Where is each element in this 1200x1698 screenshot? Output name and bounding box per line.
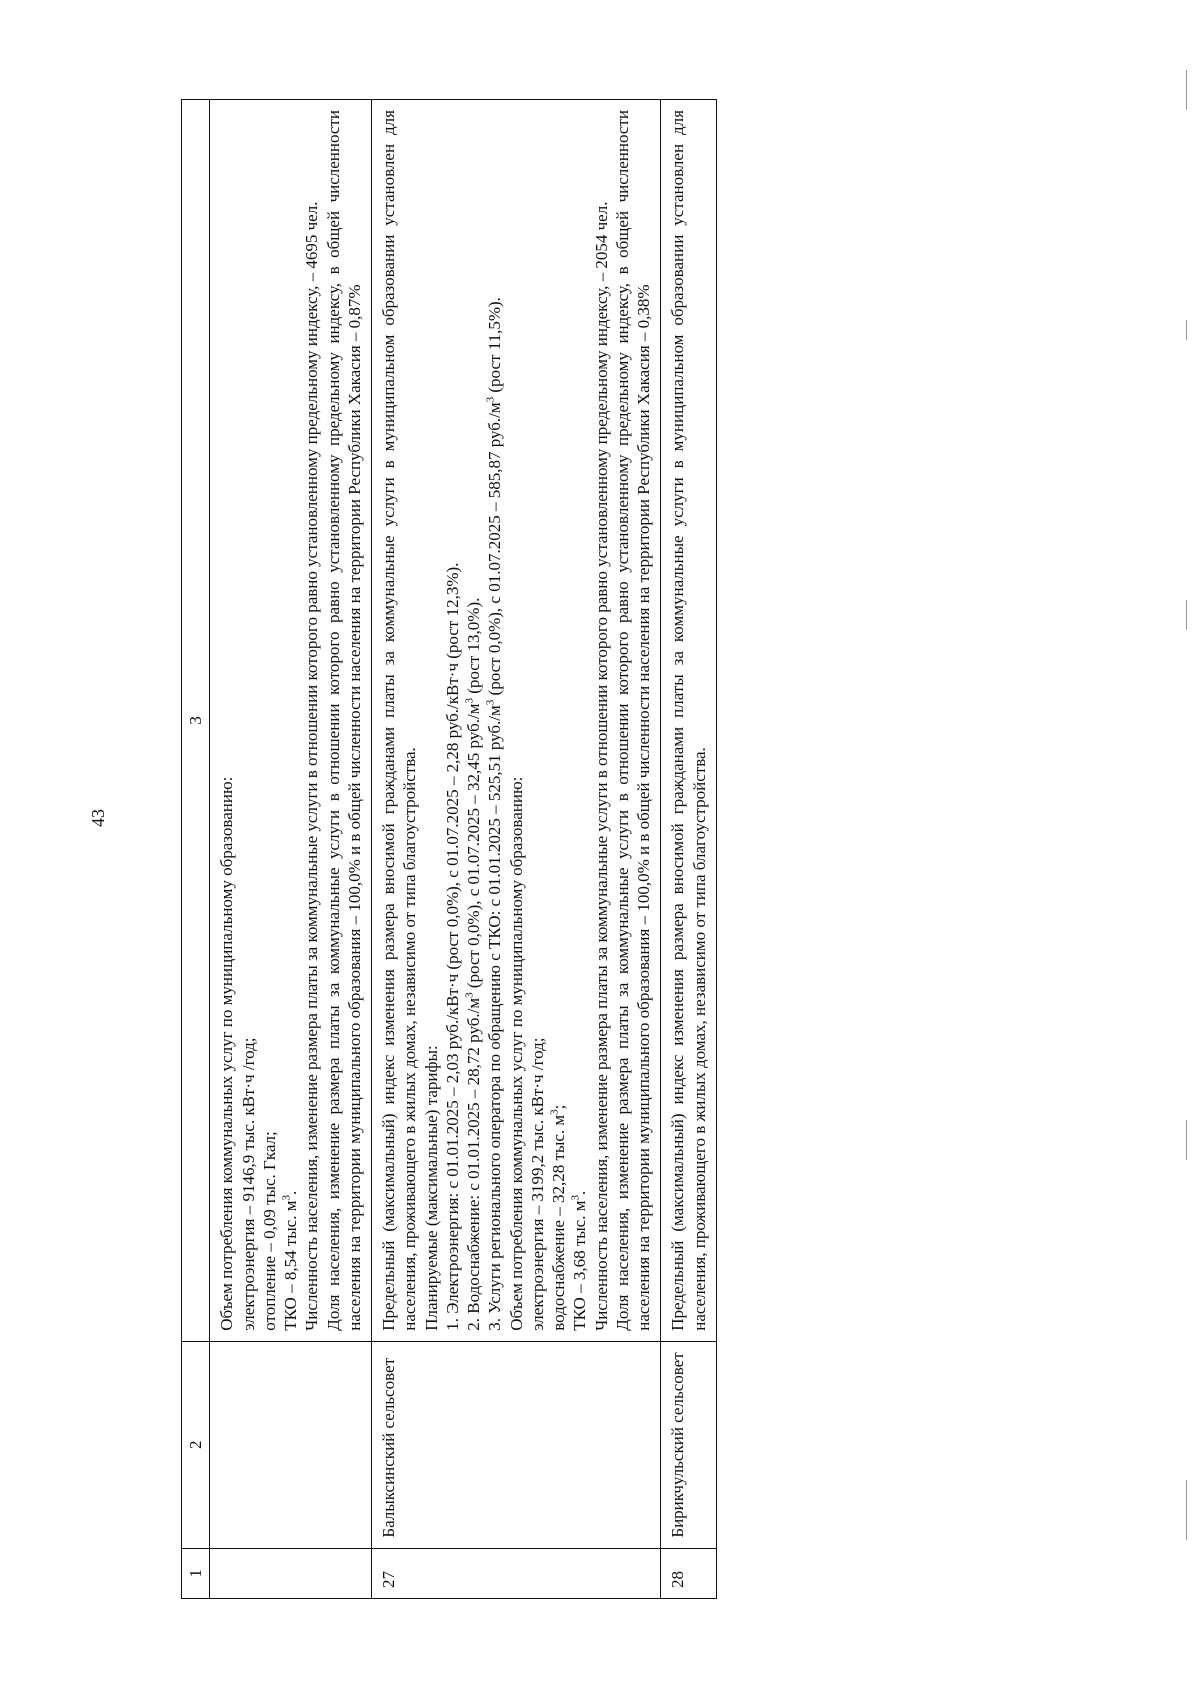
paragraph <box>280 110 301 1331</box>
paragraph: Численность населения, изменение размера платы за коммунальные услуги в отношении которого равно установленному предельному индексу, – 4695 чел. <box>302 201 322 1331</box>
paragraph: 1. Электроэнергия: с 01.01.2025 – 2,03 руб./кВт·ч (рост 0,0%), с 01.07.2025 – 2,28 руб./кВт·ч (рост 12,3%). <box>442 562 462 1331</box>
paragraph: Планируемые (максимальные) тарифы: <box>421 1045 441 1331</box>
paragraph-text: ТКО – 3,68 тыс. м <box>570 1200 590 1331</box>
table-row <box>661 100 717 1599</box>
data-table <box>181 99 717 1599</box>
superscript: 3 <box>280 1195 293 1201</box>
paragraph <box>484 110 505 1331</box>
header-col-1: 1 <box>182 1548 210 1598</box>
row-description <box>661 100 717 1342</box>
paragraph-text: (рост 0,0%), с 01.07.2025 – 32,45 руб./м <box>464 703 483 993</box>
table-row <box>210 100 372 1599</box>
paragraph <box>569 110 590 1331</box>
header-col-2: 2 <box>182 1341 210 1548</box>
municipality-name: Балыксинский сельсовет <box>372 1341 661 1548</box>
row-number: 28 <box>661 1548 717 1598</box>
row-description <box>210 100 372 1342</box>
superscript: 3 <box>484 396 497 403</box>
table-row <box>372 100 661 1599</box>
paragraph: Доля населения, изменение размера платы за коммунальные услуги в отношении которого равно установленному предельному индексу, в общей численности населения на территории муниципального образования – 100,0% и в общей численности населения на территории Республики Хакасия – 0,38% <box>612 110 653 1331</box>
punct: . <box>570 1190 590 1196</box>
paragraph-text: (рост 13,0%). <box>464 597 483 699</box>
punct: ; <box>549 1104 568 1110</box>
row-description <box>372 100 661 1342</box>
paragraph: электроэнергия – 3199,2 тыс. кВт·ч /год; <box>527 1037 547 1331</box>
paragraph-text: (рост 11,5%). <box>485 297 505 397</box>
superscript: 3 <box>569 1195 582 1201</box>
paragraph-text: ТКО – 8,54 тыс. м <box>281 1200 300 1331</box>
scan-mark <box>1186 1120 1187 1160</box>
paragraph-text: водоснабжение – 32,28 тыс. м <box>549 1114 568 1331</box>
header-col-3: 3 <box>182 100 210 1342</box>
paragraph: Численность населения, изменение размера платы за коммунальные услуги в отношении которого равно установленному предельному индексу, – 2054 чел. <box>591 201 611 1331</box>
row-number: 27 <box>372 1548 661 1598</box>
table-header-row <box>182 100 210 1599</box>
paragraph-text: 3. Услуги регионального оператора по обращению с ТКО: с 01.01.2025 – 525,51 руб./м <box>485 705 505 1331</box>
superscript: 3 <box>548 1109 561 1115</box>
page-number: 43 <box>88 809 108 827</box>
paragraph: Предельный (максимальный) индекс изменения размера вносимой гражданами платы за коммунальные услуги в муниципальном образовании установлен для населения, проживающего в жилых домах, независимо от типа благоустройства. <box>668 110 709 1331</box>
rotated-page-content <box>181 99 1081 1599</box>
scan-mark <box>1186 70 1187 110</box>
municipality-name <box>210 1341 372 1548</box>
paragraph: Объем потребления коммунальных услуг по муниципальному образованию: <box>506 776 526 1331</box>
scan-mark <box>1186 1480 1187 1540</box>
paragraph: Предельный (максимальный) индекс изменения размера вносимой гражданами платы за коммунальные услуги в муниципальном образовании установлен для населения, проживающего в жилых домах, независимо от типа благоустройства. <box>379 110 420 1331</box>
paragraph: отопление – 0,09 тыс. Гкал; <box>259 1131 279 1331</box>
municipality-name: Бирикчульский сельсовет <box>661 1341 717 1548</box>
paragraph: электроэнергия – 9146,9 тыс. кВт·ч /год; <box>238 1037 258 1331</box>
scan-margin-marks <box>1186 60 1192 1660</box>
row-number <box>210 1548 372 1598</box>
paragraph <box>548 110 569 1331</box>
scan-mark <box>1186 320 1187 340</box>
paragraph: Объем потребления коммунальных услуг по муниципальному образованию: <box>217 776 237 1331</box>
punct: . <box>281 1190 300 1196</box>
paragraph-text: (рост 0,0%), с 01.07.2025 – 585,87 руб./м <box>485 402 505 700</box>
paragraph <box>463 110 484 1331</box>
paragraph-text: 2. Водоснабжение: с 01.01.2025 – 28,72 руб./м <box>464 997 483 1331</box>
superscript: 3 <box>463 992 476 998</box>
superscript: 3 <box>463 698 476 704</box>
paragraph: Доля населения, изменение размера платы за коммунальные услуги в отношении которого равно установленному предельному индексу, в общей численности населения на территории муниципального образования – 100,0% и в общей численности населения на территории Республики Хакасия – 0,87% <box>323 110 364 1331</box>
scan-mark <box>1186 600 1187 630</box>
superscript: 3 <box>484 699 497 706</box>
